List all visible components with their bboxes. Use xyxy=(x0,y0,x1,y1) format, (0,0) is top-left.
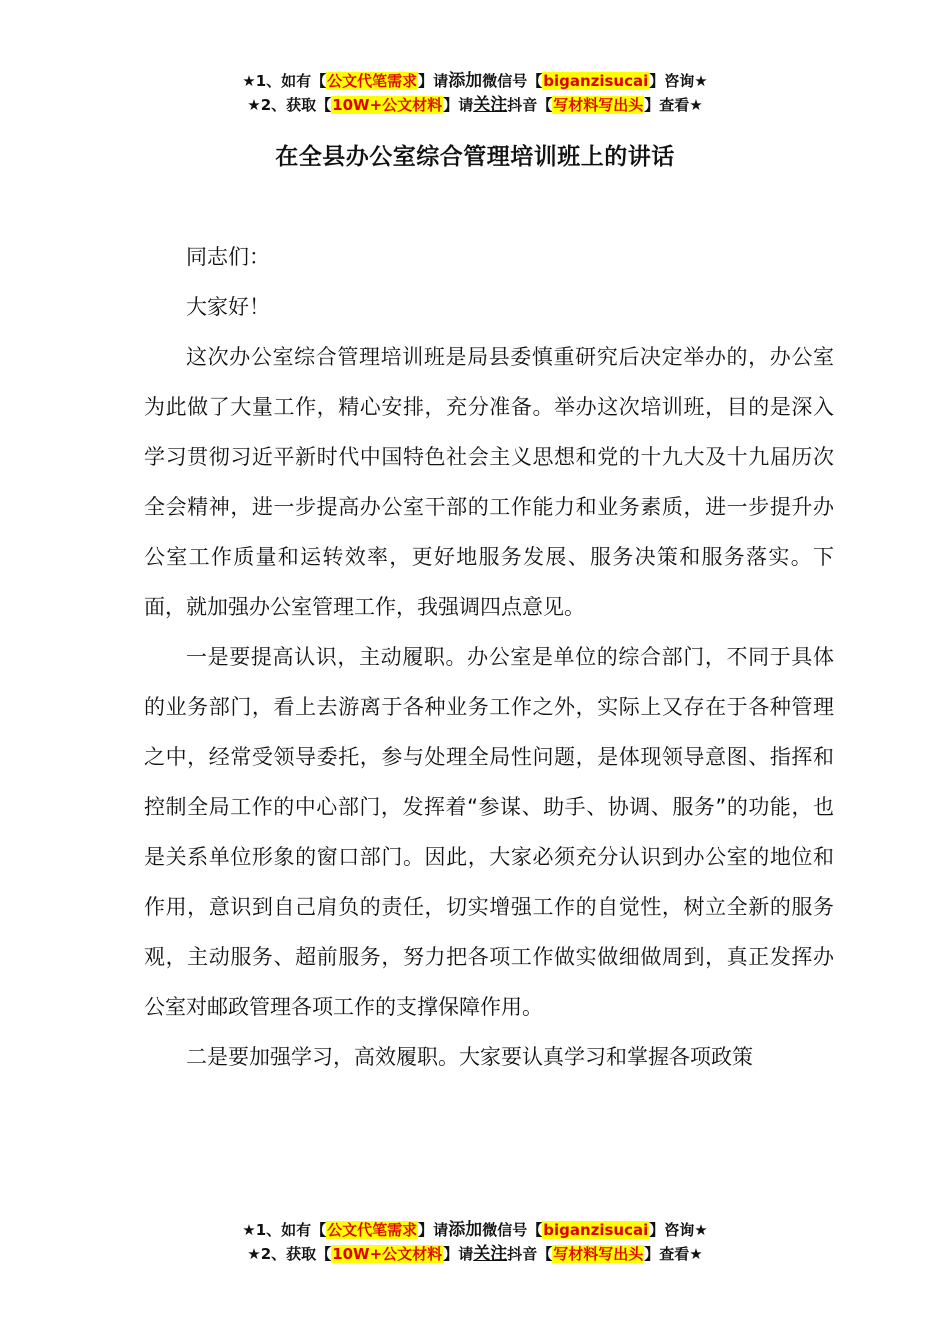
promo-emphasis: 关注 xyxy=(473,95,508,115)
promo-highlight: 10W+公文材料 xyxy=(332,96,443,114)
promo-text: 微信号【 xyxy=(482,1221,543,1239)
promo-text: 】请 xyxy=(443,1245,474,1263)
promo-footer xyxy=(0,1218,950,1266)
promo-text: 抖音【 xyxy=(507,1245,553,1263)
promo-emphasis: 添加 xyxy=(448,1220,483,1240)
promo-wechat-id: biganzisucai xyxy=(543,1221,649,1239)
promo-text: ★1、如有【 xyxy=(242,1221,327,1239)
promo-highlight: 公文代笔需求 xyxy=(327,1221,418,1239)
promo-text: 】请 xyxy=(443,96,474,114)
document-title: 在全县办公室综合管理培训班上的讲话 xyxy=(275,144,675,170)
promo-text: 】咨询★ xyxy=(649,1221,708,1239)
promo-emphasis: 添加 xyxy=(448,71,483,91)
promo-text: 抖音【 xyxy=(507,96,553,114)
promo-line-1 xyxy=(0,1218,950,1242)
promo-text: 】咨询★ xyxy=(649,72,708,90)
promo-text: 微信号【 xyxy=(482,72,543,90)
promo-line-2 xyxy=(0,1242,950,1266)
promo-wechat-id: biganzisucai xyxy=(543,72,649,90)
paragraph: 二是要加强学习，高效履职。大家要认真学习和掌握各项政策 xyxy=(186,1045,753,1069)
paragraph: 这次办公室综合管理培训班是局县委慎重研究后决定举办的，办公室为此做了大量工作，精心安排，充分准备。举办这次培训班，目的是深入学习贯彻习近平新时代中国特色社会主义思想和党的十九大及十九届历次全会精神，进一步提高办公室干部的工作能力和业务素质，进一步提升办公室工作质量和运转效率，更好地服务发展、服务决策和服务落实。下面，就加强办公室管理工作，我强调四点意见。 xyxy=(144,345,834,619)
promo-emphasis: 关注 xyxy=(473,1244,508,1264)
promo-line-2 xyxy=(0,93,950,117)
promo-text: ★2、获取【 xyxy=(247,1245,332,1263)
promo-text: 】查看★ xyxy=(644,1245,703,1263)
promo-text: 】请 xyxy=(418,1221,449,1239)
promo-text: 】请 xyxy=(418,72,449,90)
promo-douyin-account: 写材料写出头 xyxy=(553,1245,644,1263)
promo-text: 】查看★ xyxy=(644,96,703,114)
greeting: 大家好！ xyxy=(186,295,270,319)
salutation: 同志们： xyxy=(186,245,270,269)
paragraph: 一是要提高认识，主动履职。办公室是单位的综合部门，不同于具体的业务部门，看上去游离于各种业务工作之外，实际上又存在于各种管理之中，经常受领导委托，参与处理全局性问题，是体现领导意图、指挥和控制全局工作的中心部门，发挥着“参谋、助手、协调、服务”的功能，也是关系单位形象的窗口部门。因此，大家必须充分认识到办公室的地位和作用，意识到自己肩负的责任，切实增强工作的自觉性，树立全新的服务观，主动服务、超前服务，努力把各项工作做实做细做周到，真正发挥办公室对邮政管理各项工作的支撑保障作用。 xyxy=(144,645,834,1019)
promo-text: ★2、获取【 xyxy=(247,96,332,114)
promo-highlight: 10W+公文材料 xyxy=(332,1245,443,1263)
promo-text: ★1、如有【 xyxy=(242,72,327,90)
promo-highlight: 公文代笔需求 xyxy=(327,72,418,90)
document-body xyxy=(144,232,834,1082)
promo-douyin-account: 写材料写出头 xyxy=(553,96,644,114)
promo-line-1 xyxy=(0,69,950,93)
promo-header xyxy=(0,69,950,117)
